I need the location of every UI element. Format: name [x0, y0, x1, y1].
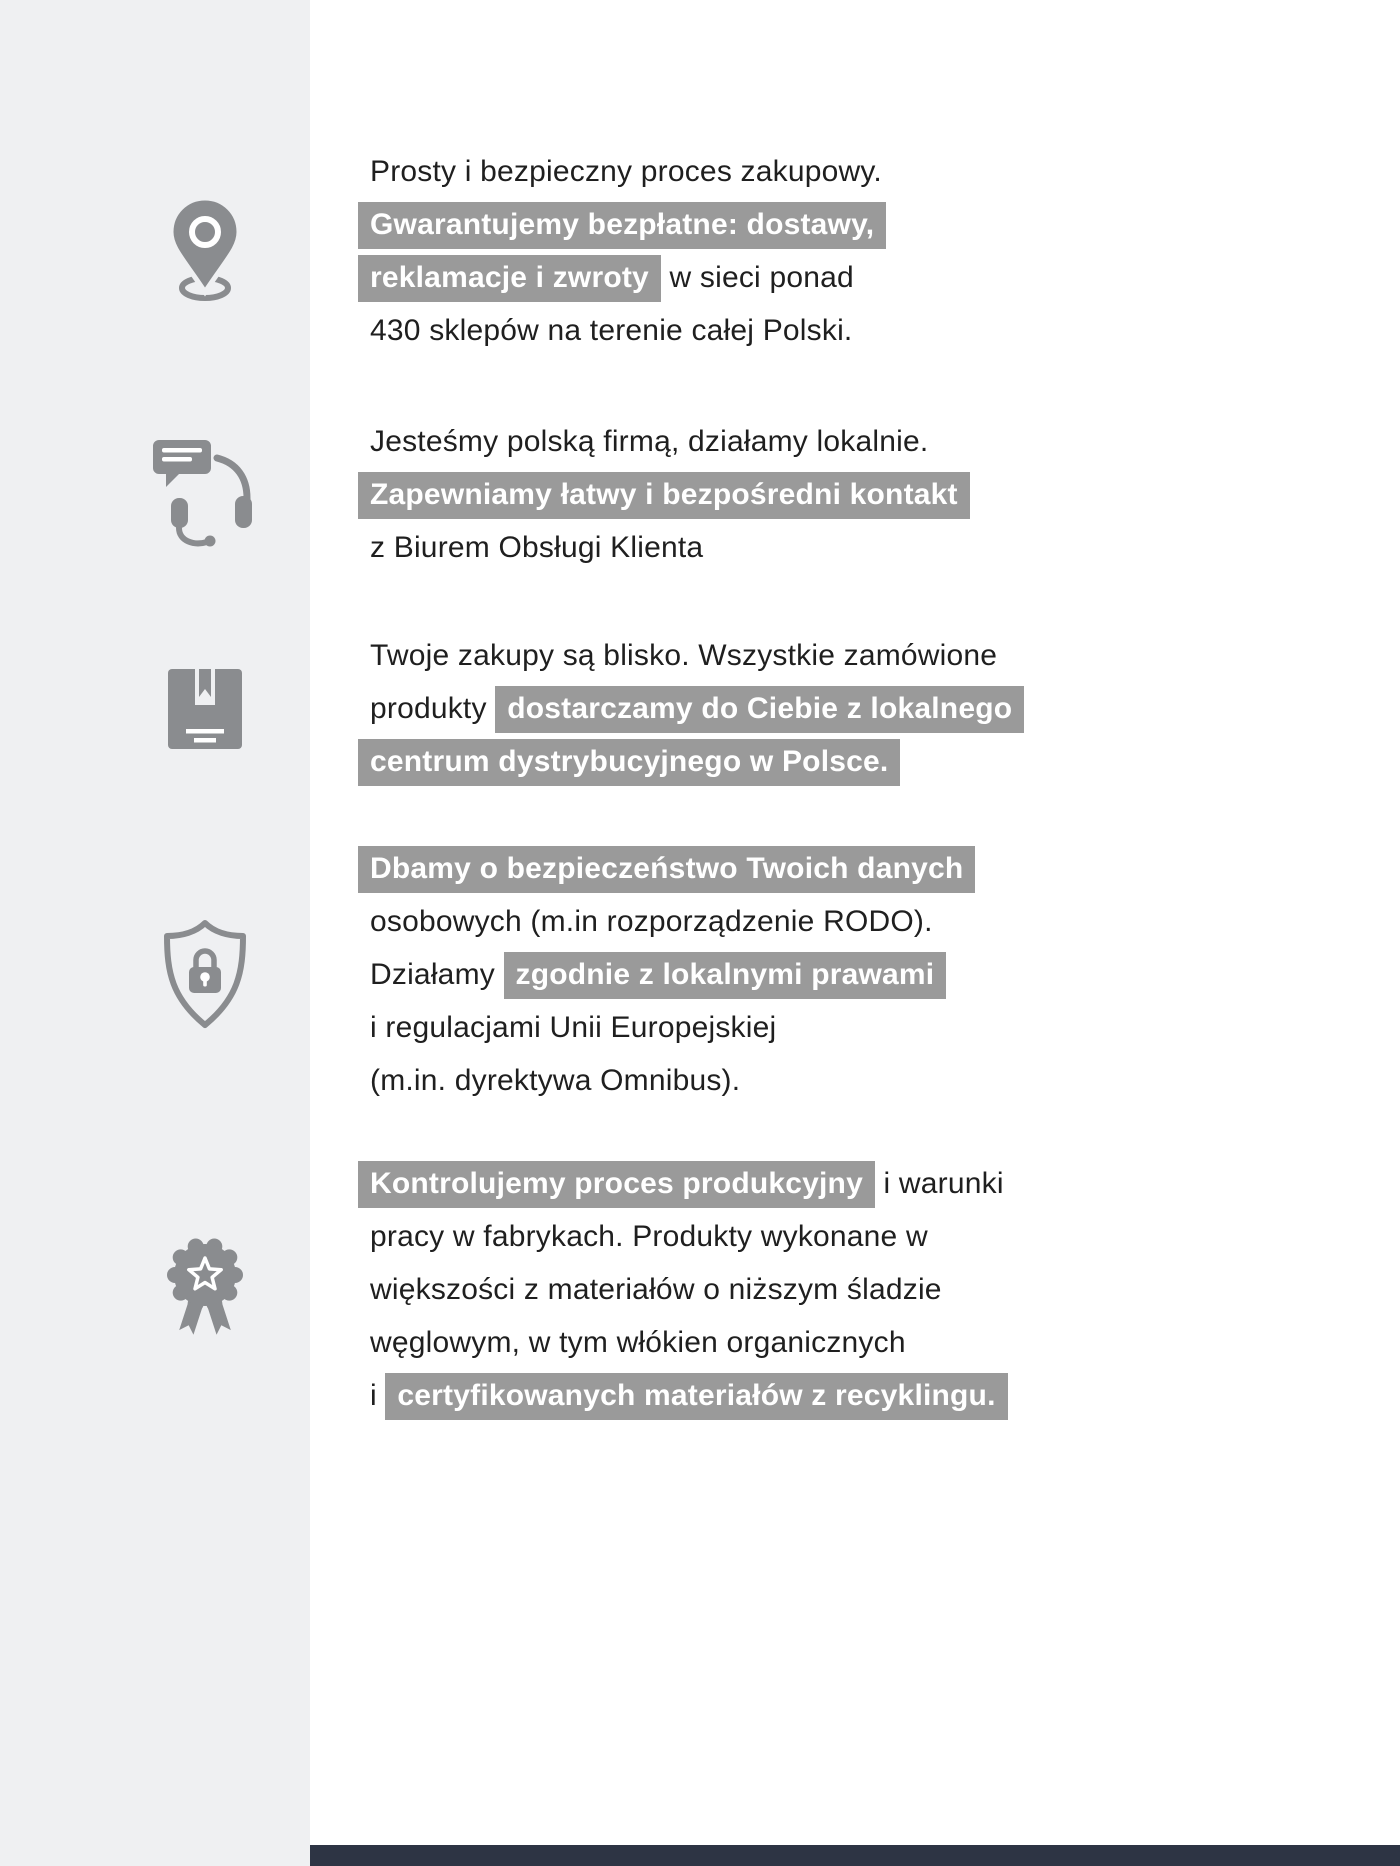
plain-text: w sieci ponad: [660, 261, 854, 294]
text-line: [370, 1157, 1400, 1210]
plain-text: osobowych (m.in rozporządzenie RODO).: [370, 905, 933, 938]
text-line: [370, 1263, 1400, 1316]
plain-text: Twoje zakupy są blisko. Wszystkie zamówione: [370, 639, 998, 672]
plain-text: Prosty i bezpieczny proces zakupowy.: [370, 155, 882, 188]
plain-text: i warunki: [874, 1167, 1004, 1200]
text-line: [370, 415, 1400, 468]
text-line: [370, 1001, 1400, 1054]
feature-text: [370, 415, 1400, 574]
award-ribbon-icon: [0, 1231, 310, 1349]
plain-text: z Biurem Obsługi Klienta: [370, 531, 704, 564]
feature-text: [370, 1157, 1400, 1422]
text-line: [370, 682, 1400, 735]
text-line: [370, 304, 1400, 357]
text-line: [370, 629, 1400, 682]
plain-text: i: [370, 1379, 386, 1412]
plain-text: 430 sklepów na terenie całej Polski.: [370, 314, 853, 347]
text-line: [370, 198, 1400, 251]
highlighted-text: Gwarantujemy bezpłatne: dostawy,: [358, 202, 886, 249]
feature-row: [0, 1157, 1400, 1422]
plain-text: Działamy: [370, 958, 504, 991]
text-line: [370, 1369, 1400, 1422]
text-line: [370, 948, 1400, 1001]
highlighted-text: zgodnie z lokalnymi prawami: [504, 952, 947, 999]
plain-text: większości z materiałów o niższym śladzie: [370, 1273, 942, 1306]
text-line: [370, 468, 1400, 521]
feature-row: [0, 629, 1400, 788]
plain-text: i regulacjami Unii Europejskiej: [370, 1011, 777, 1044]
text-line: [370, 895, 1400, 948]
text-line: [370, 1316, 1400, 1369]
plain-text: pracy w fabrykach. Produkty wykonane w: [370, 1220, 928, 1253]
highlighted-text: centrum dystrybucyjnego w Polsce.: [358, 739, 900, 786]
feature-text: [370, 629, 1400, 788]
highlighted-text: reklamacje i zwroty: [358, 255, 661, 302]
shield-lock-icon: [0, 917, 310, 1033]
plain-text: węglowym, w tym włókien organicznych: [370, 1326, 906, 1359]
text-line: [370, 1054, 1400, 1107]
highlighted-text: Zapewniamy łatwy i bezpośredni kontakt: [358, 472, 970, 519]
package-icon: [0, 661, 310, 757]
text-line: [370, 145, 1400, 198]
plain-text: (m.in. dyrektywa Omnibus).: [370, 1064, 741, 1097]
highlighted-text: certyfikowanych materiałów z recyklingu.: [385, 1373, 1007, 1420]
headset-chat-icon: [0, 434, 310, 556]
plain-text: produkty: [370, 692, 496, 725]
text-line: [370, 1210, 1400, 1263]
feature-row: [0, 415, 1400, 574]
text-line: [370, 842, 1400, 895]
feature-row: [0, 145, 1400, 357]
text-line: [370, 735, 1400, 788]
highlighted-text: dostarczamy do Ciebie z lokalnego: [495, 686, 1024, 733]
text-line: [370, 521, 1400, 574]
highlighted-text: Kontrolujemy proces produkcyjny: [358, 1161, 875, 1208]
highlighted-text: Dbamy o bezpieczeństwo Twoich danych: [358, 846, 975, 893]
bottom-accent-bar: [310, 1845, 1400, 1866]
feature-text: [370, 145, 1400, 357]
feature-text: [370, 842, 1400, 1107]
feature-row: [0, 842, 1400, 1107]
text-line: [370, 251, 1400, 304]
plain-text: Jesteśmy polską firmą, działamy lokalnie.: [370, 425, 929, 458]
location-pin-icon: [0, 192, 310, 310]
